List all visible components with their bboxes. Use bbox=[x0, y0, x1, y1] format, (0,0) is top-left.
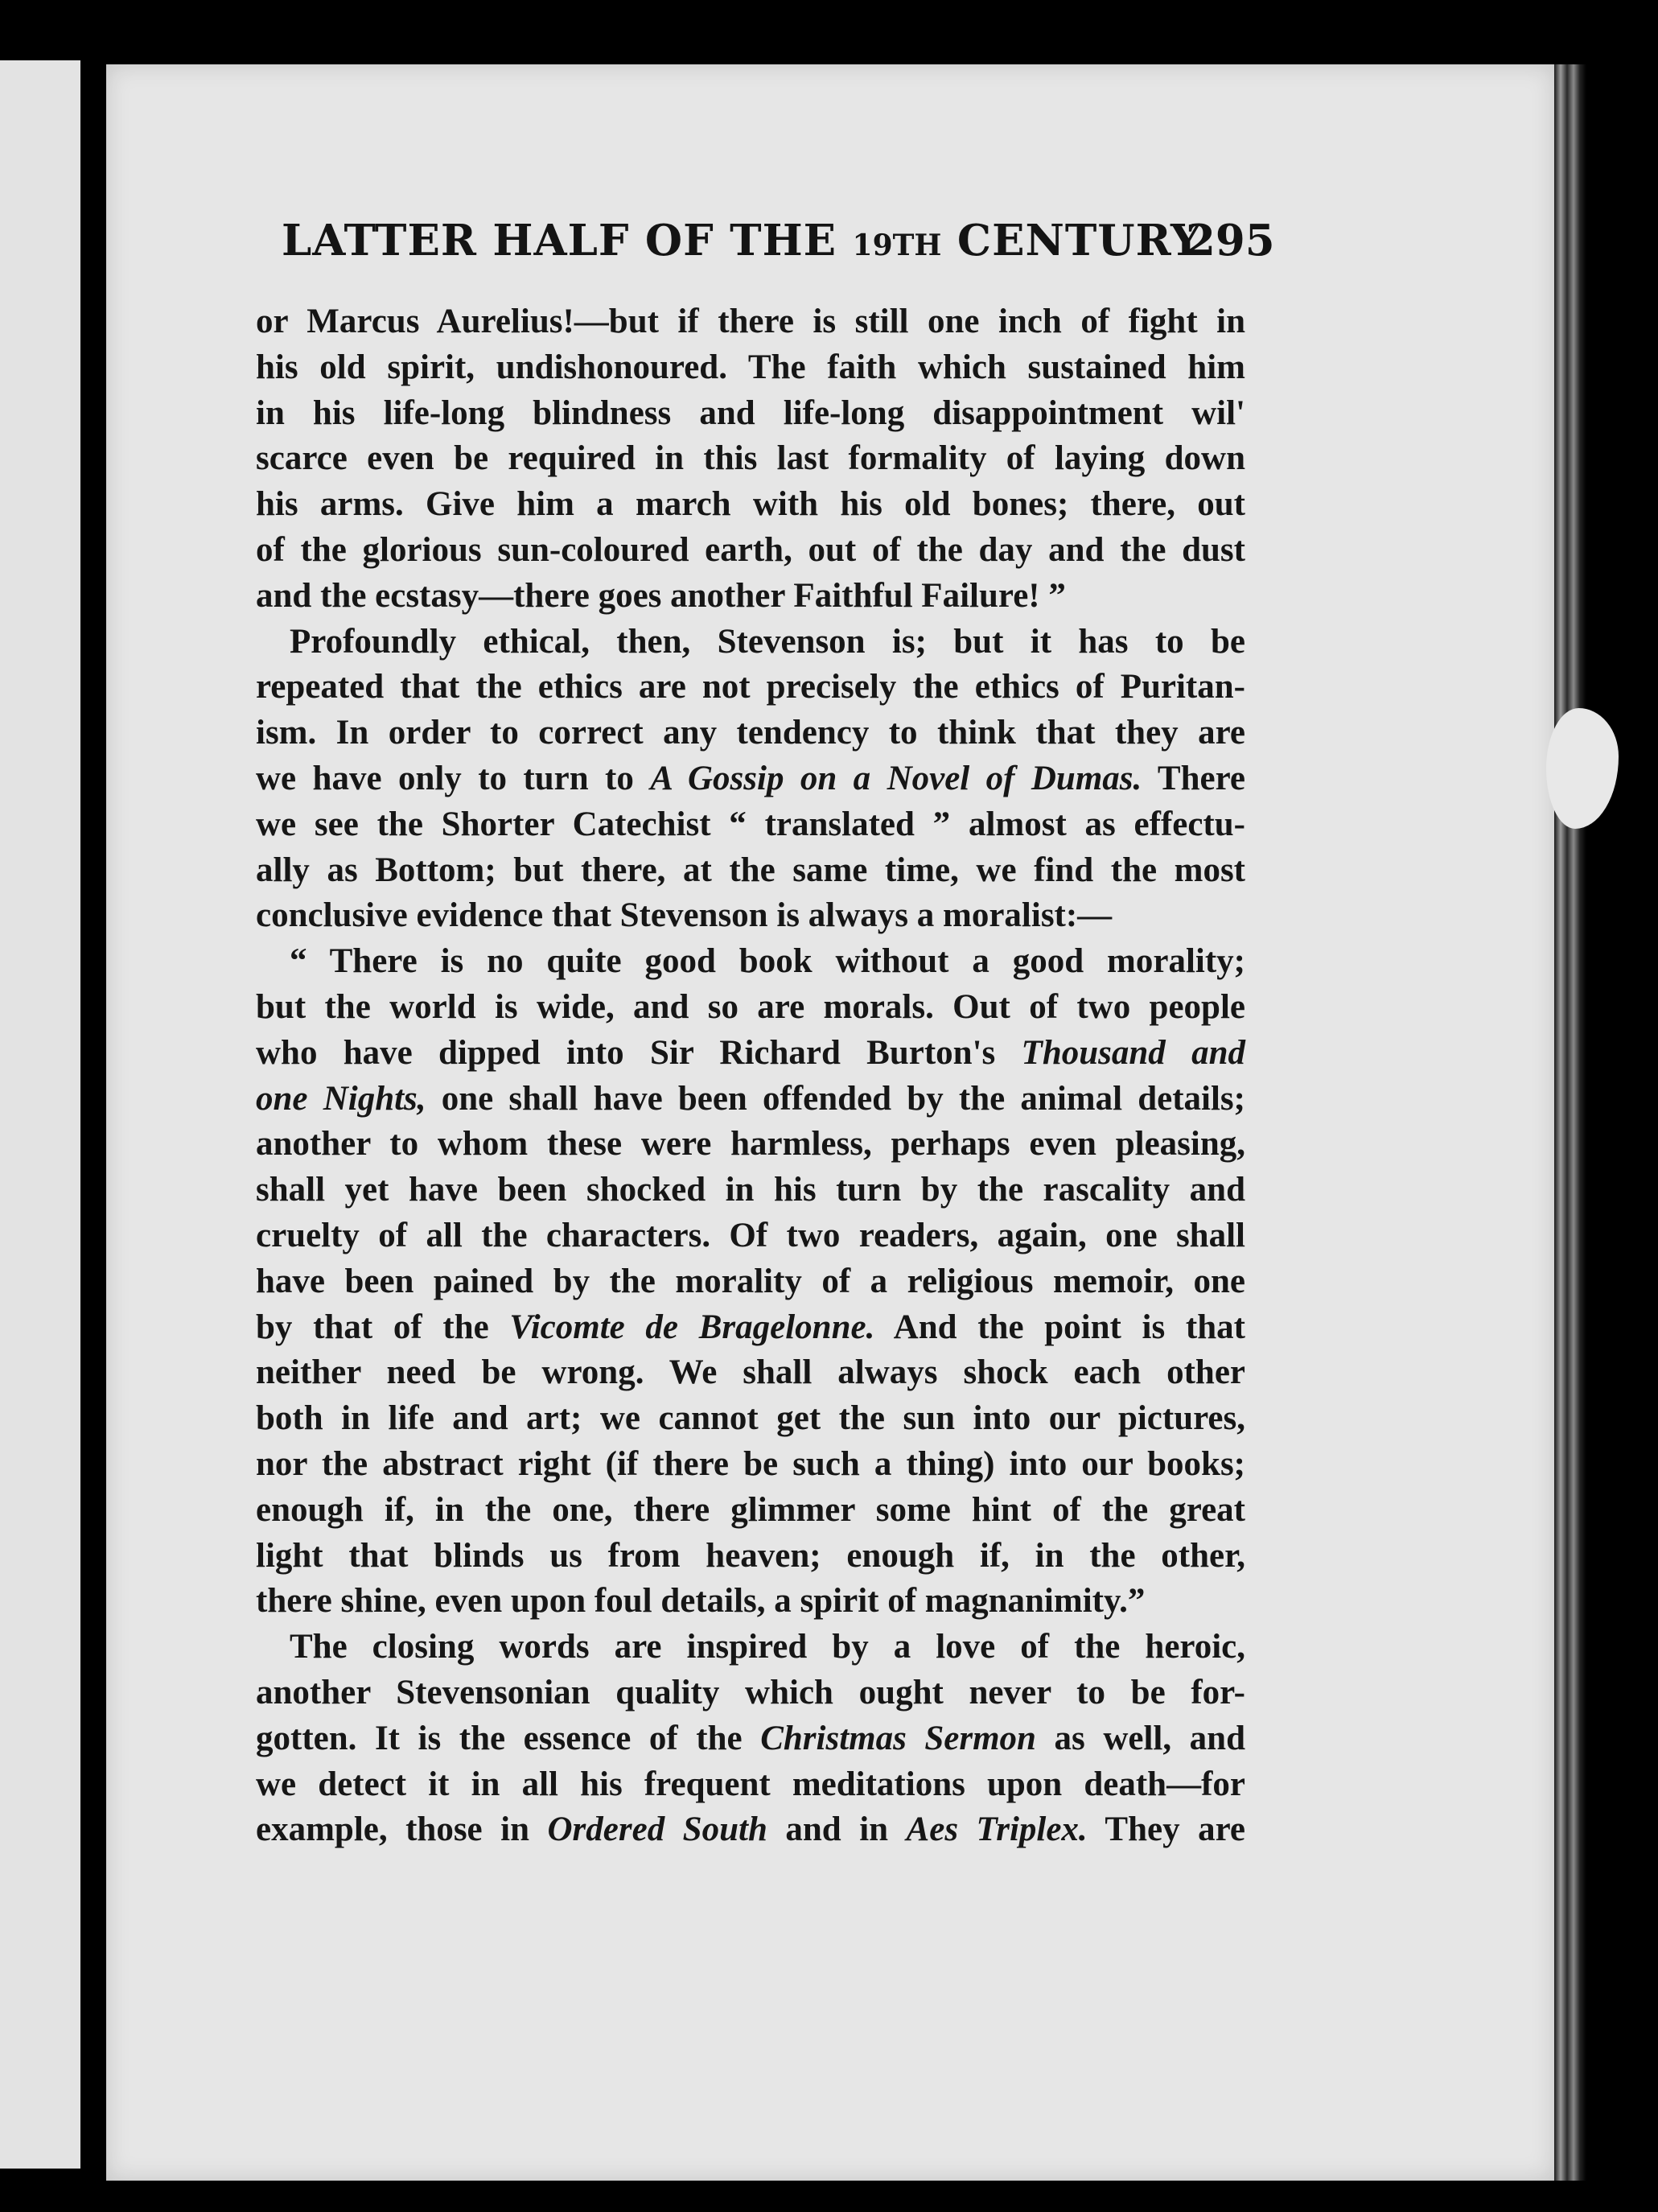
text-line bbox=[256, 985, 1245, 1031]
facing-page-edge bbox=[0, 60, 80, 2169]
text-segment: his old spirit, undishonoured. The faith which sustained him bbox=[256, 348, 1245, 386]
text-segment: there shine, even upon foul details, a spirit of magnanimity.” bbox=[256, 1582, 1146, 1621]
text-segment: There bbox=[1142, 759, 1245, 797]
text-segment: light that blinds us from heaven; enough if, in the other, bbox=[256, 1536, 1245, 1575]
body-text bbox=[256, 299, 1245, 1853]
text-segment: we have only to turn to bbox=[256, 759, 651, 797]
text-segment: The closing words are inspired by a love of the heroic, bbox=[290, 1628, 1245, 1666]
italic-title: one Nights, bbox=[256, 1079, 426, 1118]
text-segment: enough if, in the one, there glimmer some hint of the great bbox=[256, 1490, 1245, 1529]
text-line bbox=[256, 1579, 1245, 1625]
text-line bbox=[256, 1670, 1245, 1716]
running-head-ordinal: 19TH bbox=[852, 229, 942, 262]
italic-title: Vicomte de Bragelonne. bbox=[509, 1308, 875, 1346]
text-segment: shall yet have been shocked in his turn by the rascality and bbox=[256, 1171, 1245, 1209]
text-line bbox=[256, 436, 1245, 482]
text-line bbox=[256, 1716, 1245, 1762]
text-segment: And the point is that bbox=[874, 1308, 1245, 1346]
text-segment: conclusive evidence that Stevenson is always a moralist:— bbox=[256, 896, 1113, 935]
text-segment: we see the Shorter Catechist “ translated ” almost as effectu- bbox=[256, 805, 1245, 843]
text-segment: we detect it in all his frequent meditations upon death—for bbox=[256, 1765, 1245, 1803]
text-line bbox=[256, 1259, 1245, 1305]
running-head-part2: CENTURY bbox=[941, 216, 1202, 266]
text-line bbox=[256, 1762, 1245, 1808]
text-segment: and in bbox=[767, 1810, 907, 1849]
text-line bbox=[256, 1122, 1245, 1168]
text-line bbox=[256, 1534, 1245, 1580]
italic-title: Ordered South bbox=[547, 1810, 767, 1849]
page-stack-edge bbox=[1554, 64, 1586, 2181]
text-line bbox=[256, 802, 1245, 848]
text-line bbox=[256, 1031, 1245, 1077]
italic-title: Christmas Sermon bbox=[760, 1719, 1036, 1757]
text-segment: his arms. Give him a march with his old bones; there, out bbox=[256, 485, 1245, 524]
italic-title: A Gossip on a Novel of Dumas. bbox=[650, 759, 1142, 797]
text-segment: and the ecstasy—there goes another Faithful Failure! ” bbox=[256, 576, 1066, 615]
text-line bbox=[256, 345, 1245, 391]
italic-title: Aes Triplex. bbox=[906, 1810, 1088, 1849]
text-line bbox=[256, 893, 1245, 939]
running-head-part1: LATTER HALF OF THE bbox=[282, 216, 853, 266]
text-line bbox=[256, 665, 1245, 711]
text-line bbox=[256, 1077, 1245, 1122]
text-line bbox=[256, 391, 1245, 437]
text-line bbox=[256, 939, 1245, 985]
running-head bbox=[282, 216, 1247, 280]
text-segment: in his life-long blindness and life-long disappointment wil' bbox=[256, 393, 1245, 432]
text-line bbox=[256, 1625, 1245, 1670]
text-line bbox=[256, 1213, 1245, 1259]
text-line bbox=[256, 620, 1245, 665]
text-line bbox=[256, 1168, 1245, 1213]
text-segment: or Marcus Aurelius!—but if there is still one inch of fight in bbox=[256, 303, 1245, 340]
text-segment: example, those in bbox=[256, 1810, 548, 1849]
text-segment: cruelty of all the characters. Of two readers, again, one shall bbox=[256, 1216, 1245, 1254]
text-segment: another Stevensonian quality which ought never to be for- bbox=[256, 1673, 1245, 1712]
text-segment: scarce even be required in this last formality of laying down bbox=[256, 439, 1245, 478]
text-segment: who have dipped into Sir Richard Burton's bbox=[256, 1033, 1022, 1072]
text-segment: ism. In order to correct any tendency to think that they are bbox=[256, 714, 1245, 752]
text-segment: as well, and bbox=[1035, 1719, 1245, 1757]
text-line bbox=[256, 1807, 1245, 1853]
text-line bbox=[256, 1442, 1245, 1488]
text-line bbox=[256, 299, 1245, 345]
italic-title: Thousand and bbox=[1021, 1033, 1245, 1072]
text-segment: Profoundly ethical, then, Stevenson is; but it has to be bbox=[290, 622, 1245, 661]
text-segment: nor the abstract right (if there be such a thing) into our books; bbox=[256, 1444, 1245, 1483]
text-line bbox=[256, 1396, 1245, 1442]
text-segment: another to whom these were harmless, perhaps even pleasing, bbox=[256, 1125, 1245, 1164]
text-segment: neither need be wrong. We shall always shock each other bbox=[256, 1353, 1245, 1392]
text-line bbox=[256, 1488, 1245, 1534]
text-segment: of the glorious sun-coloured earth, out of the day and the dust bbox=[256, 530, 1245, 569]
text-segment: They are bbox=[1087, 1810, 1245, 1849]
text-segment: ally as Bottom; but there, at the same time, we find the most bbox=[256, 851, 1245, 889]
page-number: 295 bbox=[1186, 216, 1275, 266]
text-line bbox=[256, 1305, 1245, 1351]
text-line bbox=[256, 711, 1245, 756]
text-line bbox=[256, 482, 1245, 528]
text-line bbox=[256, 574, 1245, 620]
text-segment: repeated that the ethics are not precisely the ethics of Puritan- bbox=[256, 668, 1245, 706]
text-segment: gotten. It is the essence of the bbox=[256, 1719, 761, 1757]
text-segment: have been pained by the morality of a religious memoir, one bbox=[256, 1262, 1245, 1300]
text-segment: one shall have been offended by the animal details; bbox=[426, 1079, 1245, 1118]
text-line bbox=[256, 848, 1245, 894]
text-segment: both in life and art; we cannot get the sun into our pictures, bbox=[256, 1399, 1245, 1438]
text-line bbox=[256, 528, 1245, 574]
text-line bbox=[256, 756, 1245, 802]
text-segment: by that of the bbox=[256, 1308, 510, 1346]
text-line bbox=[256, 1350, 1245, 1396]
text-segment: but the world is wide, and so are morals. Out of two people bbox=[256, 987, 1245, 1026]
text-segment: “ There is no quite good book without a good morality; bbox=[290, 942, 1245, 981]
